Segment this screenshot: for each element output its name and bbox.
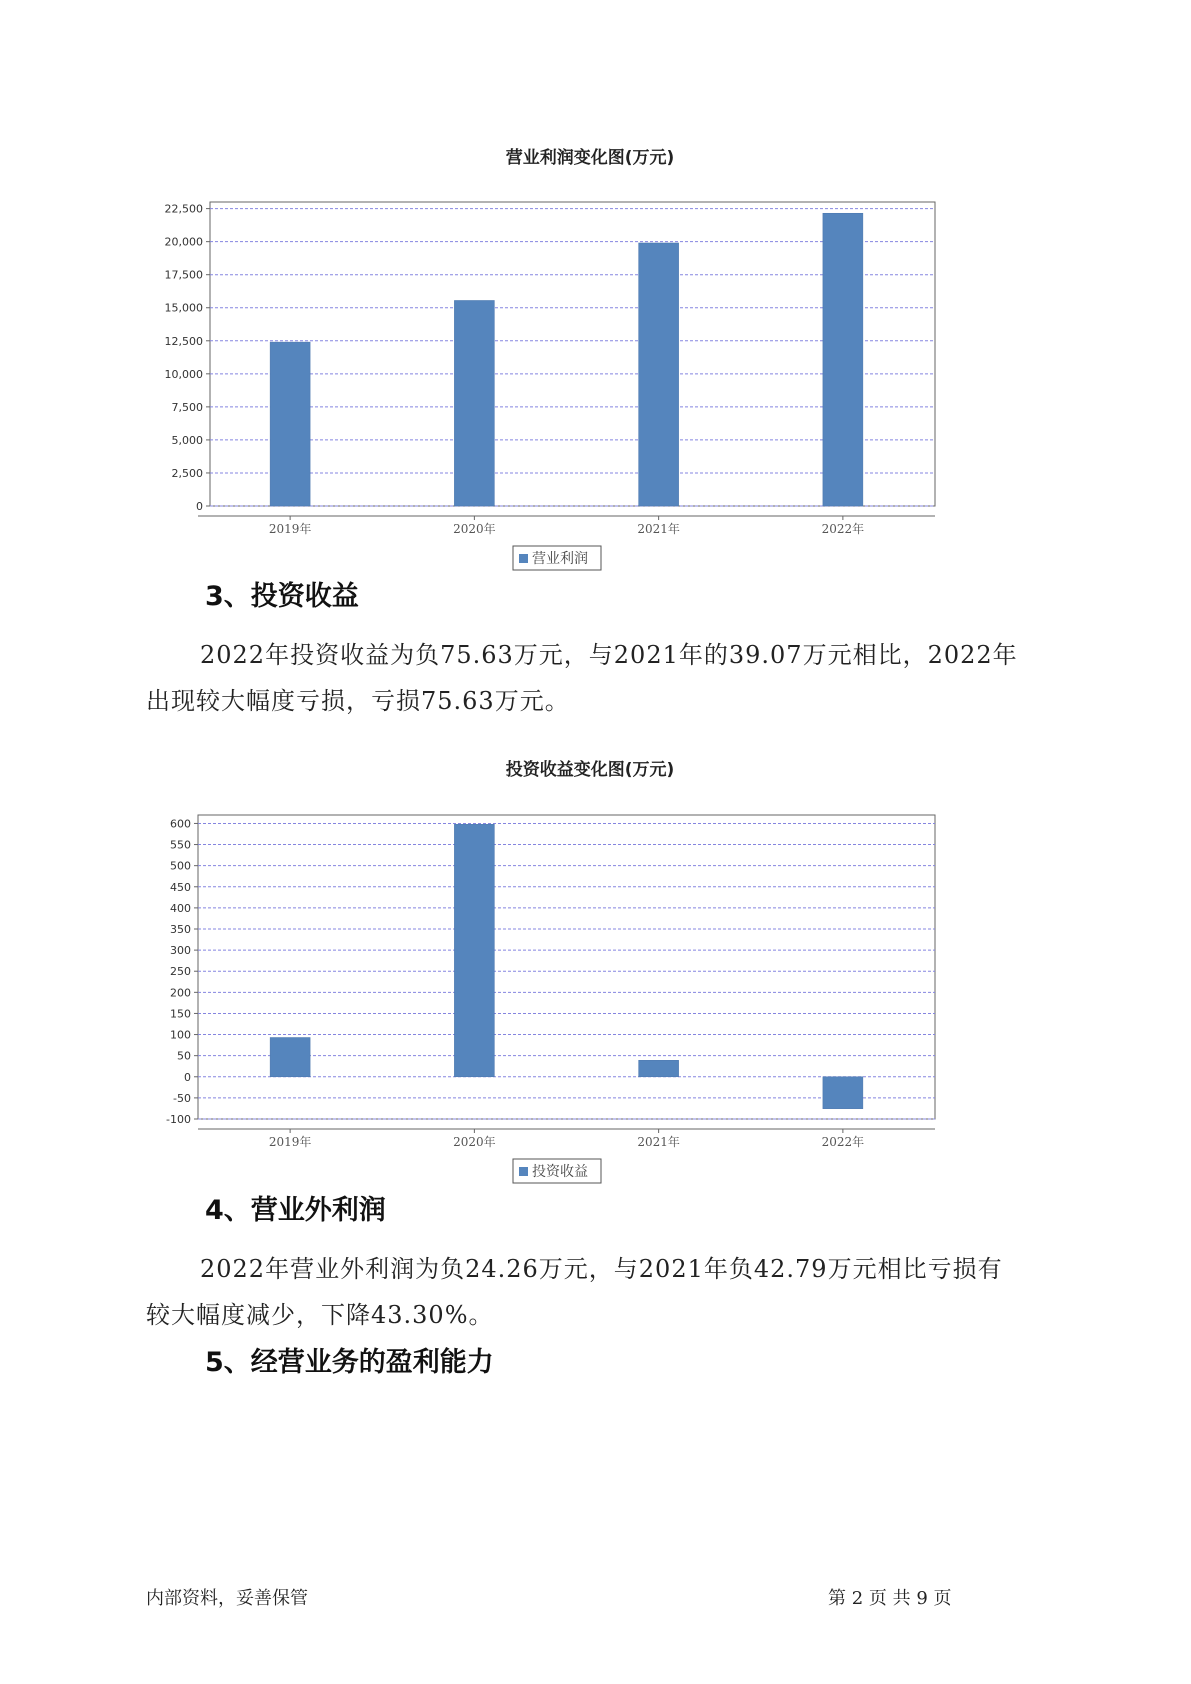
paragraph-line: 出现较大幅度亏损，亏损75.63万元。: [146, 687, 570, 715]
x-tick-label: 2019年: [268, 522, 312, 536]
legend-label: 营业利润: [532, 551, 588, 567]
bar: [454, 824, 494, 1076]
y-tick-label: 7,500: [171, 400, 203, 414]
y-tick-label: 200: [170, 986, 191, 1000]
y-tick-label: 350: [170, 923, 191, 936]
investment-income-chart: [140, 752, 1040, 1180]
operating-profit-chart: [140, 140, 1040, 567]
chart-title: 营业利润变化图(万元): [505, 148, 675, 168]
y-tick-label: 250: [170, 965, 191, 979]
footer-page-number: 第 2 页 共 9 页: [828, 1588, 952, 1609]
y-tick-label: 150: [170, 1007, 191, 1021]
y-tick-label: 300: [170, 944, 191, 958]
y-tick-label: 400: [170, 901, 191, 915]
y-tick-label: 10,000: [164, 367, 203, 381]
paragraph-line: 2022年投资收益为负75.63万元，与2021年的39.07万元相比，2022年: [200, 641, 1018, 669]
y-tick-label: 550: [170, 838, 191, 852]
bar: [639, 1060, 679, 1076]
y-tick-label: -50: [173, 1091, 191, 1105]
section-heading-investment-income: 3、投资收益: [205, 581, 359, 612]
x-tick-label: 2020年: [453, 522, 496, 536]
chart-title: 投资收益变化图(万元): [505, 760, 675, 780]
legend-swatch: [519, 1167, 528, 1176]
y-tick-label: 22,500: [164, 202, 203, 216]
y-tick-label: 100: [170, 1028, 191, 1042]
y-tick-label: 12,500: [164, 334, 203, 348]
x-tick-label: 2020年: [453, 1135, 496, 1149]
y-tick-label: 500: [170, 859, 191, 873]
y-tick-label: 50: [177, 1049, 191, 1063]
footer-confidential: 内部资料，妥善保管: [146, 1588, 308, 1609]
bar: [823, 213, 863, 506]
x-tick-label: 2019年: [268, 1135, 312, 1149]
x-tick-label: 2021年: [637, 522, 680, 536]
bar: [270, 342, 310, 506]
x-tick-label: 2022年: [821, 522, 865, 536]
operating-profit-chart-svg: [140, 170, 1040, 570]
y-tick-label: -100: [166, 1113, 191, 1126]
x-tick-label: 2022年: [821, 1135, 865, 1149]
legend-swatch: [519, 554, 528, 563]
legend-label: 投资收益: [532, 1164, 588, 1180]
section-heading-non-operating-profit: 4、营业外利润: [205, 1195, 386, 1226]
bar: [823, 1077, 863, 1109]
y-tick-label: 5,000: [171, 433, 203, 447]
y-tick-label: 20,000: [164, 235, 203, 249]
y-tick-label: 600: [170, 817, 191, 831]
y-tick-label: 450: [170, 880, 191, 894]
non-operating-profit-paragraph: [146, 1246, 1046, 1338]
bar: [454, 300, 494, 506]
bar: [639, 243, 679, 506]
x-tick-label: 2021年: [637, 1135, 680, 1149]
y-tick-label: 0: [184, 1070, 191, 1084]
y-tick-label: 15,000: [164, 301, 203, 315]
section-heading-profitability: 5、经营业务的盈利能力: [205, 1347, 494, 1378]
investment-income-paragraph: [146, 632, 1046, 724]
y-tick-label: 17,500: [164, 268, 203, 282]
investment-income-chart-svg: [140, 782, 1040, 1182]
bar: [270, 1038, 310, 1077]
y-tick-label: 0: [196, 500, 203, 513]
y-tick-label: 2,500: [171, 466, 203, 480]
paragraph-line: 2022年营业外利润为负24.26万元，与2021年负42.79万元相比亏损有: [200, 1255, 1003, 1283]
paragraph-line: 较大幅度减少，下降43.30%。: [146, 1301, 494, 1329]
